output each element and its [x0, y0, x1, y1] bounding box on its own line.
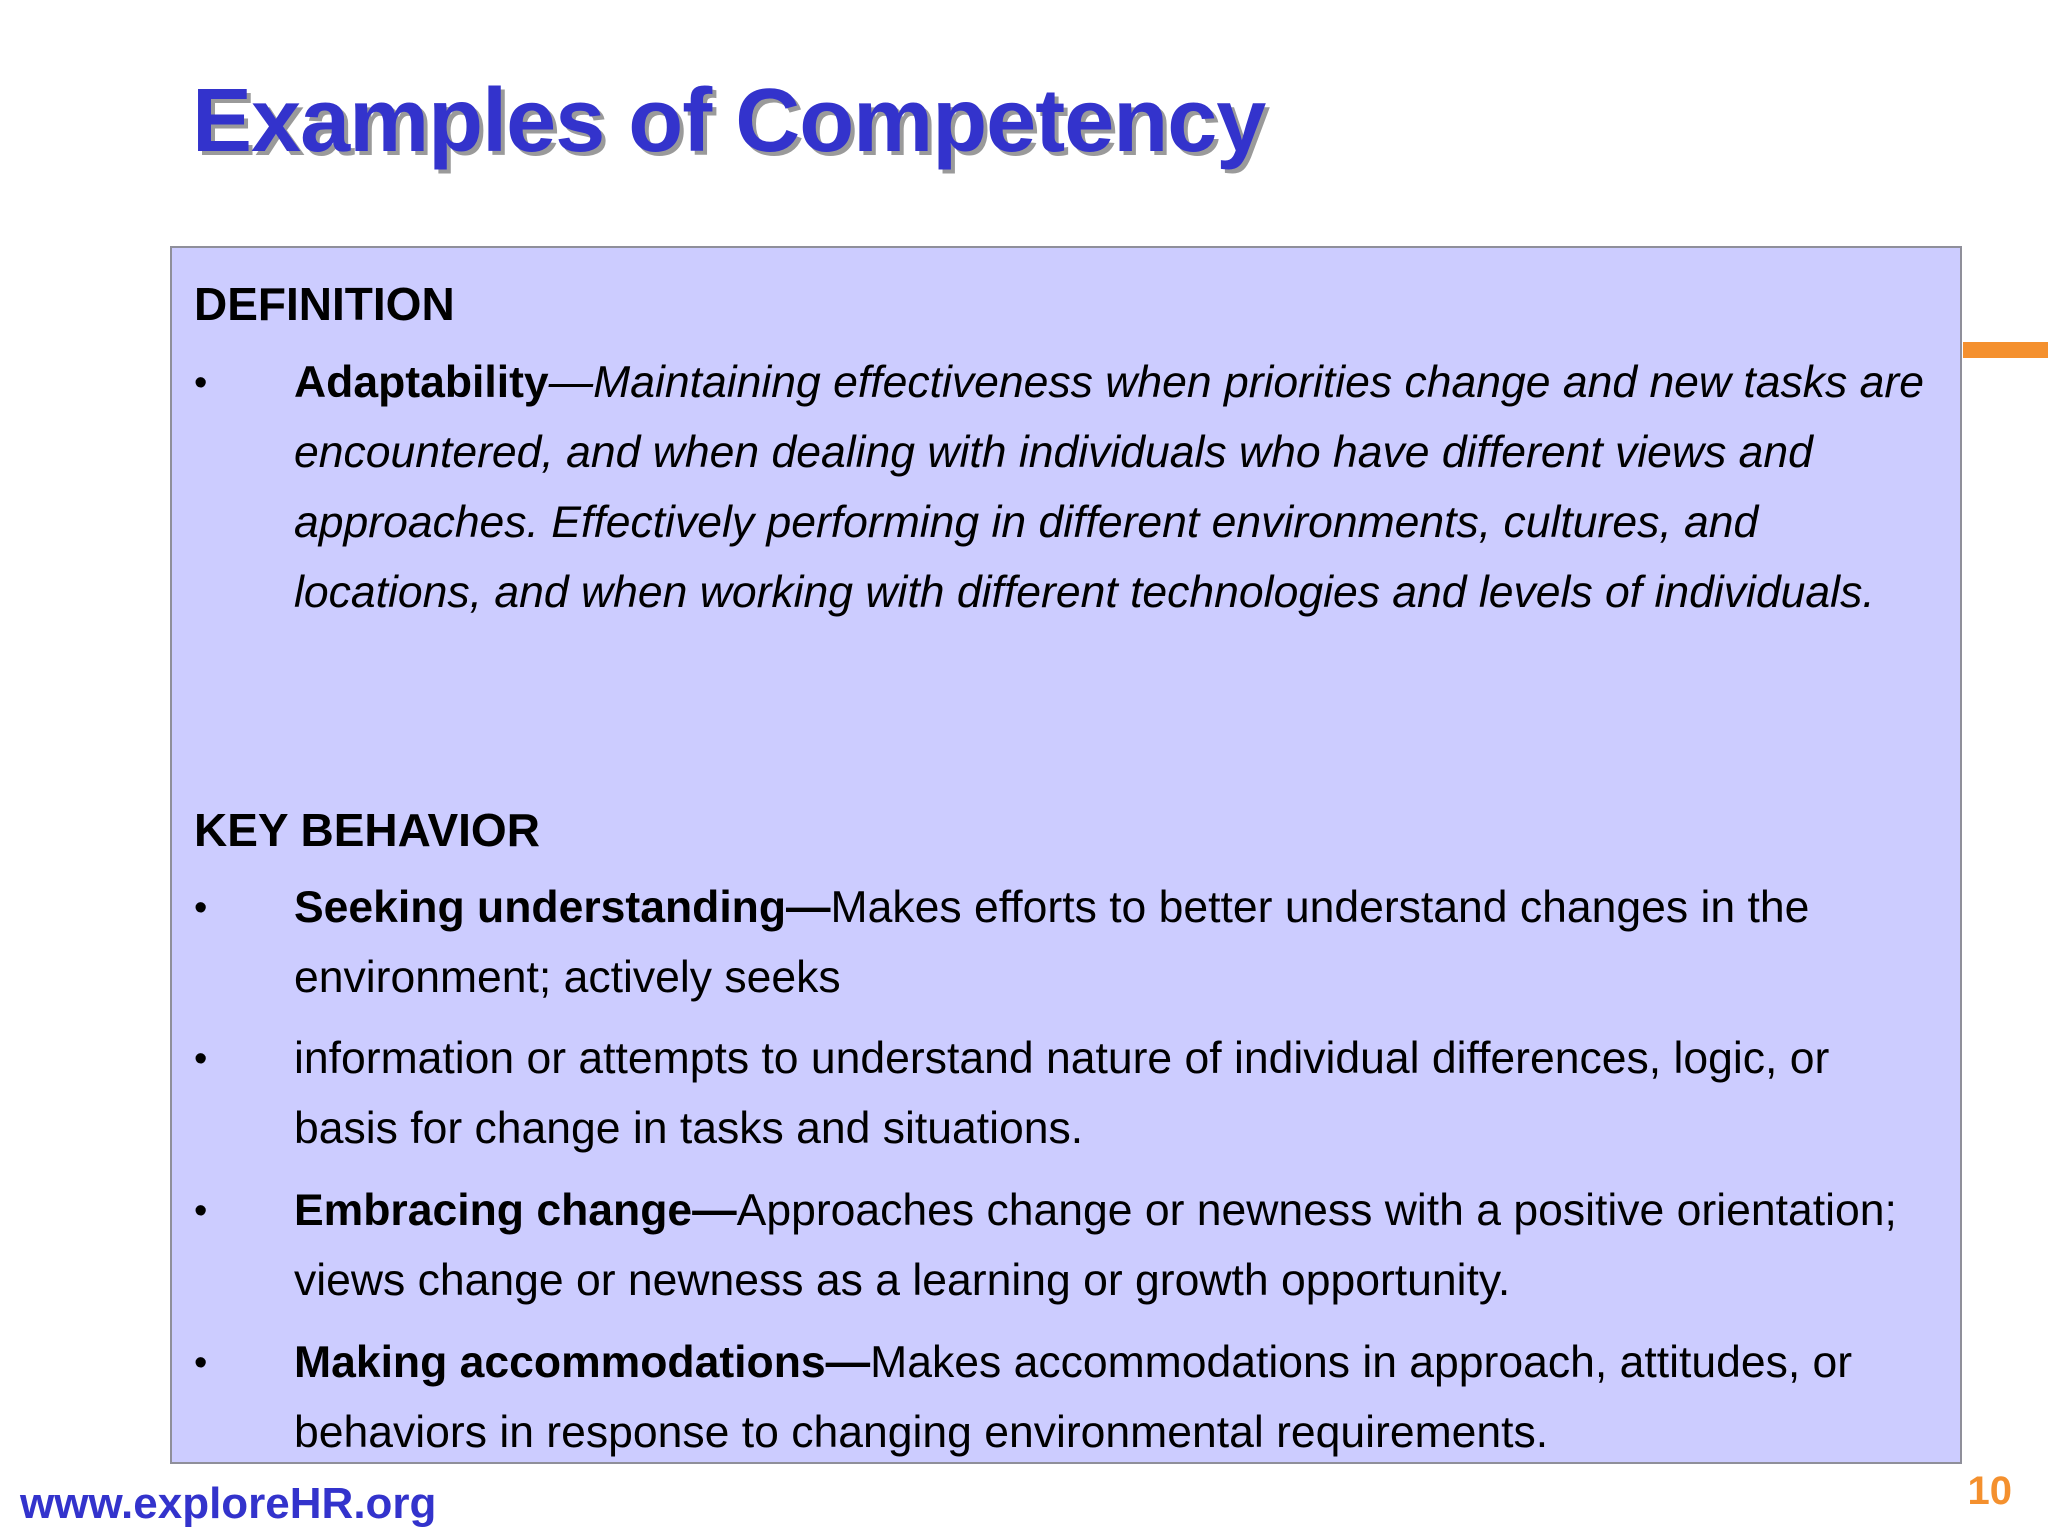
- key-behavior-heading: KEY BEHAVIOR: [194, 804, 540, 856]
- key-behavior-text: [294, 1328, 1942, 1468]
- definition-description: Maintaining effectiveness when priorities change and new tasks are encountered, and when dealing with individuals who have different views and approaches. Effectively performing in different environments, cultures, and locations, and when working with different technologies and levels of individuals.: [294, 358, 1924, 617]
- key-behavior-term: Seeking understanding—: [294, 883, 831, 932]
- definition-separator: —: [548, 358, 594, 407]
- key-behavior-text: [294, 1024, 1942, 1164]
- bullet: •: [194, 1342, 208, 1384]
- definition-heading: DEFINITION: [194, 278, 455, 330]
- footer-url-link[interactable]: www.exploreHR.org: [20, 1479, 437, 1528]
- key-behavior-text: [294, 1176, 1942, 1316]
- key-behavior-description: Makes accommodations in approach, attitudes, or behaviors in response to changing environmental requirements.: [294, 1338, 1853, 1457]
- key-behavior-term: Embracing change—: [294, 1186, 737, 1235]
- definition-term: Adaptability: [294, 358, 549, 407]
- key-behavior-description: Approaches change or newness with a positive orientation; views change or newness as a learning or growth opportunity.: [294, 1186, 1897, 1305]
- bullet: •: [194, 362, 208, 404]
- page-number: 10: [1967, 1469, 2012, 1513]
- slide-title: Examples of Competency: [192, 71, 1266, 171]
- bullet: •: [194, 1038, 208, 1080]
- bullet: •: [194, 887, 208, 929]
- key-behavior-description: Makes efforts to better understand changes in the environment; actively seeks: [294, 883, 1810, 1002]
- key-behavior-term: Making accommodations—: [294, 1338, 871, 1387]
- accent-bar: [1963, 342, 2048, 358]
- content-box: [170, 246, 1962, 1464]
- definition-text: [294, 348, 1942, 628]
- bullet: •: [194, 1190, 208, 1232]
- key-behavior-description: information or attempts to understand nature of individual differences, logic, or basis for change in tasks and situations.: [294, 1034, 1830, 1153]
- key-behavior-text: [294, 873, 1942, 1013]
